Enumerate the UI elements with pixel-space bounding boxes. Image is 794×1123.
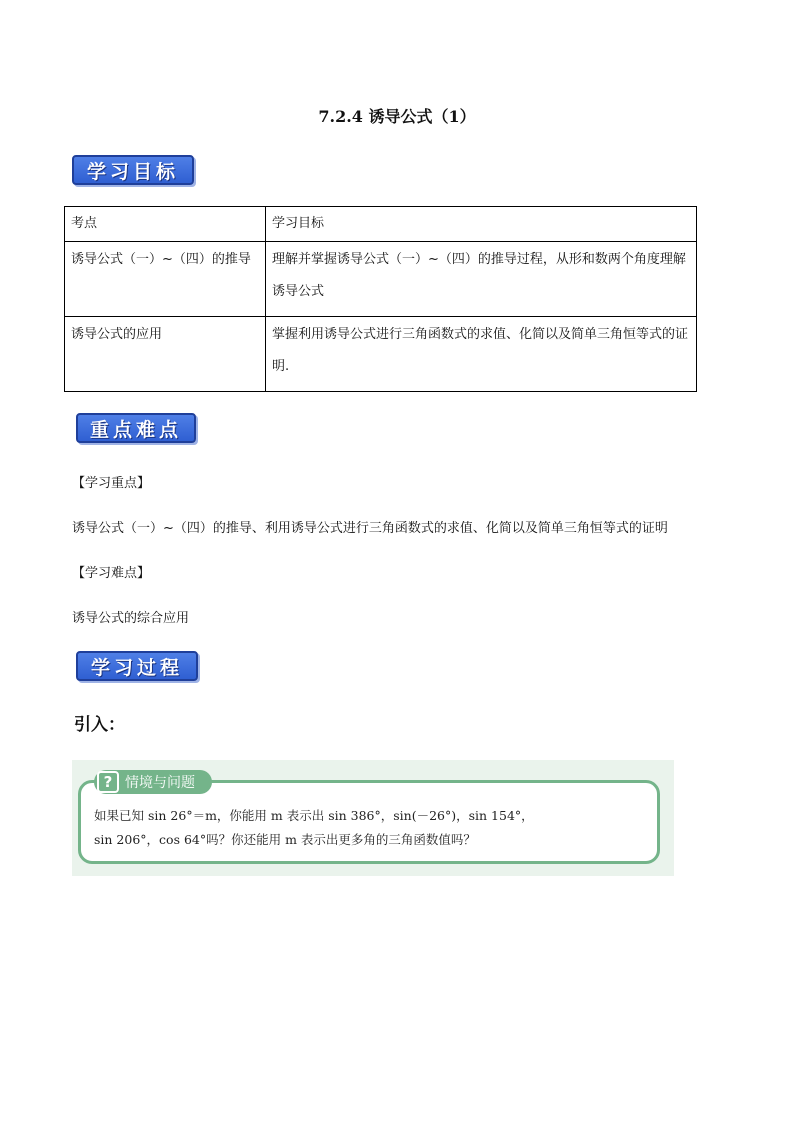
goal-cell: 掌握利用诱导公式进行三角函数式的求值、化简以及简单三角恒等式的证明. (266, 317, 697, 392)
topic-cell: 诱导公式的应用 (65, 317, 266, 392)
difficulties-text: 诱导公式的综合应用 (72, 611, 190, 626)
scenario-tag (94, 770, 212, 794)
topic-cell: 诱导公式（一）~（四）的推导 (65, 242, 266, 317)
question-icon: ? (97, 771, 119, 793)
learning-process-banner-label: 学习过程 (90, 656, 183, 679)
key-points-banner-label: 重点难点 (89, 418, 182, 441)
header-cell-goal: 学习目标 (266, 207, 697, 242)
scenario-box (72, 760, 674, 876)
learning-goals-banner-label: 学习目标 (86, 160, 179, 183)
intro-label: 引入： (74, 715, 125, 735)
scenario-tag-label: 情境与问题 (125, 775, 195, 791)
scenario-line-1: 如果已知 sin 26°＝m，你能用 m 表示出 sin 386°，sin(－26°)，sin 154°， (94, 808, 534, 823)
table-header-row (65, 207, 697, 242)
scenario-text (94, 804, 664, 852)
key-points-banner (76, 413, 196, 443)
goals-table (64, 206, 697, 392)
learning-process-banner (76, 651, 198, 681)
table-row (65, 317, 697, 392)
goal-cell: 理解并掌握诱导公式（一）~（四）的推导过程，从形和数两个角度理解诱导公式 (266, 242, 697, 317)
scenario-line-2: sin 206°，cos 64°吗？你还能用 m 表示出更多角的三角函数值吗？ (94, 832, 476, 847)
learning-goals-banner (72, 155, 194, 185)
difficulties-heading: 【学习难点】 (72, 566, 151, 581)
table-row (65, 242, 697, 317)
key-points-heading: 【学习重点】 (72, 476, 151, 491)
key-points-text: 诱导公式（一）~（四）的推导、利用诱导公式进行三角函数式的求值、化简以及简单三角恒等式的证明 (72, 521, 668, 536)
page-title: 7.2.4 诱导公式（1） (318, 107, 476, 126)
header-cell-topic: 考点 (65, 207, 266, 242)
